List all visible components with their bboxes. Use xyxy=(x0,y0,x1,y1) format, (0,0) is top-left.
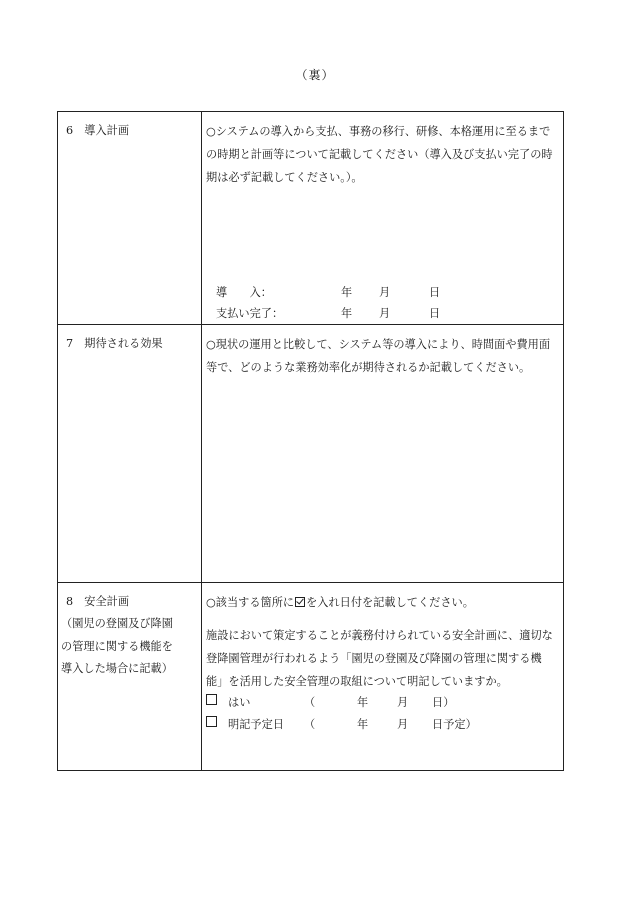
instruction-suffix: を入れ日付を記載してください。 xyxy=(306,596,474,609)
date-label: 導 入： xyxy=(216,286,272,299)
section-instruction: ○現状の運用と比較して、システム等の導入により、時間面や費用面等で、どのような業務効率化が期待されるか記載してください。 xyxy=(206,338,551,374)
section-title: 8 安全計画 xyxy=(66,595,130,608)
option-label: 明記予定日 xyxy=(228,718,284,731)
section-title: 7 期待される効果 xyxy=(66,337,163,350)
application-form-table xyxy=(57,111,564,771)
open-paren: （ xyxy=(304,718,316,731)
section-instruction: ○システムの導入から支払、事務の移行、研修、本格運用に至るまでの時期と計画等について記載してください（導入及び支払い完了の時期は必ず記載してください。）。 xyxy=(206,125,553,184)
day-unit: 日 xyxy=(429,307,441,320)
month-unit: 月 xyxy=(397,696,409,709)
payment-complete-date-line xyxy=(206,305,557,324)
month-unit: 月 xyxy=(397,718,409,731)
month-unit: 月 xyxy=(379,286,391,299)
page-side-label: （裏） xyxy=(295,68,335,82)
section-label-cell xyxy=(58,112,202,325)
option-yes[interactable] xyxy=(206,693,557,715)
section-label-cell xyxy=(58,325,202,583)
day-unit: 日） xyxy=(432,696,455,709)
section-note-line: （園児の登園及び降園 xyxy=(61,617,173,630)
date-label: 支払い完了： xyxy=(216,307,284,320)
section-label-cell xyxy=(58,583,202,771)
section-content-cell xyxy=(202,583,564,771)
month-unit: 月 xyxy=(379,307,391,320)
section-instruction xyxy=(206,591,557,614)
day-unit: 日 xyxy=(429,286,441,299)
checkbox-icon[interactable] xyxy=(206,716,217,730)
year-unit: 年 xyxy=(341,307,353,320)
day-unit: 日予定） xyxy=(432,718,477,731)
section-title: 6 導入計画 xyxy=(66,124,130,137)
section-note-line: 導入した場合に記載） xyxy=(61,662,173,675)
year-unit: 年 xyxy=(357,718,369,731)
checkbox-icon[interactable] xyxy=(206,694,217,708)
safety-plan-question: 施設において策定することが義務付けられている安全計画に、適切な登降園管理が行われるよう「園児の登園及び降園の管理に関する機能」を活用した安全管理の取組について明記していますか。 xyxy=(206,629,553,688)
introduction-date-line xyxy=(206,284,557,305)
checked-box-icon xyxy=(295,597,305,607)
section-row-expected-effects xyxy=(58,325,564,583)
year-unit: 年 xyxy=(341,286,353,299)
open-paren: （ xyxy=(304,696,316,709)
year-unit: 年 xyxy=(357,696,369,709)
option-label: はい xyxy=(228,696,251,709)
section-content-cell[interactable] xyxy=(202,112,564,325)
section-content-cell[interactable] xyxy=(202,325,564,583)
section-note-line: の管理に関する機能を xyxy=(61,639,173,653)
instruction-prefix: ○該当する箇所に xyxy=(206,596,295,609)
section-row-safety-plan xyxy=(58,583,564,771)
section-row-introduction-plan xyxy=(58,112,564,325)
option-planned-date[interactable] xyxy=(206,715,557,737)
